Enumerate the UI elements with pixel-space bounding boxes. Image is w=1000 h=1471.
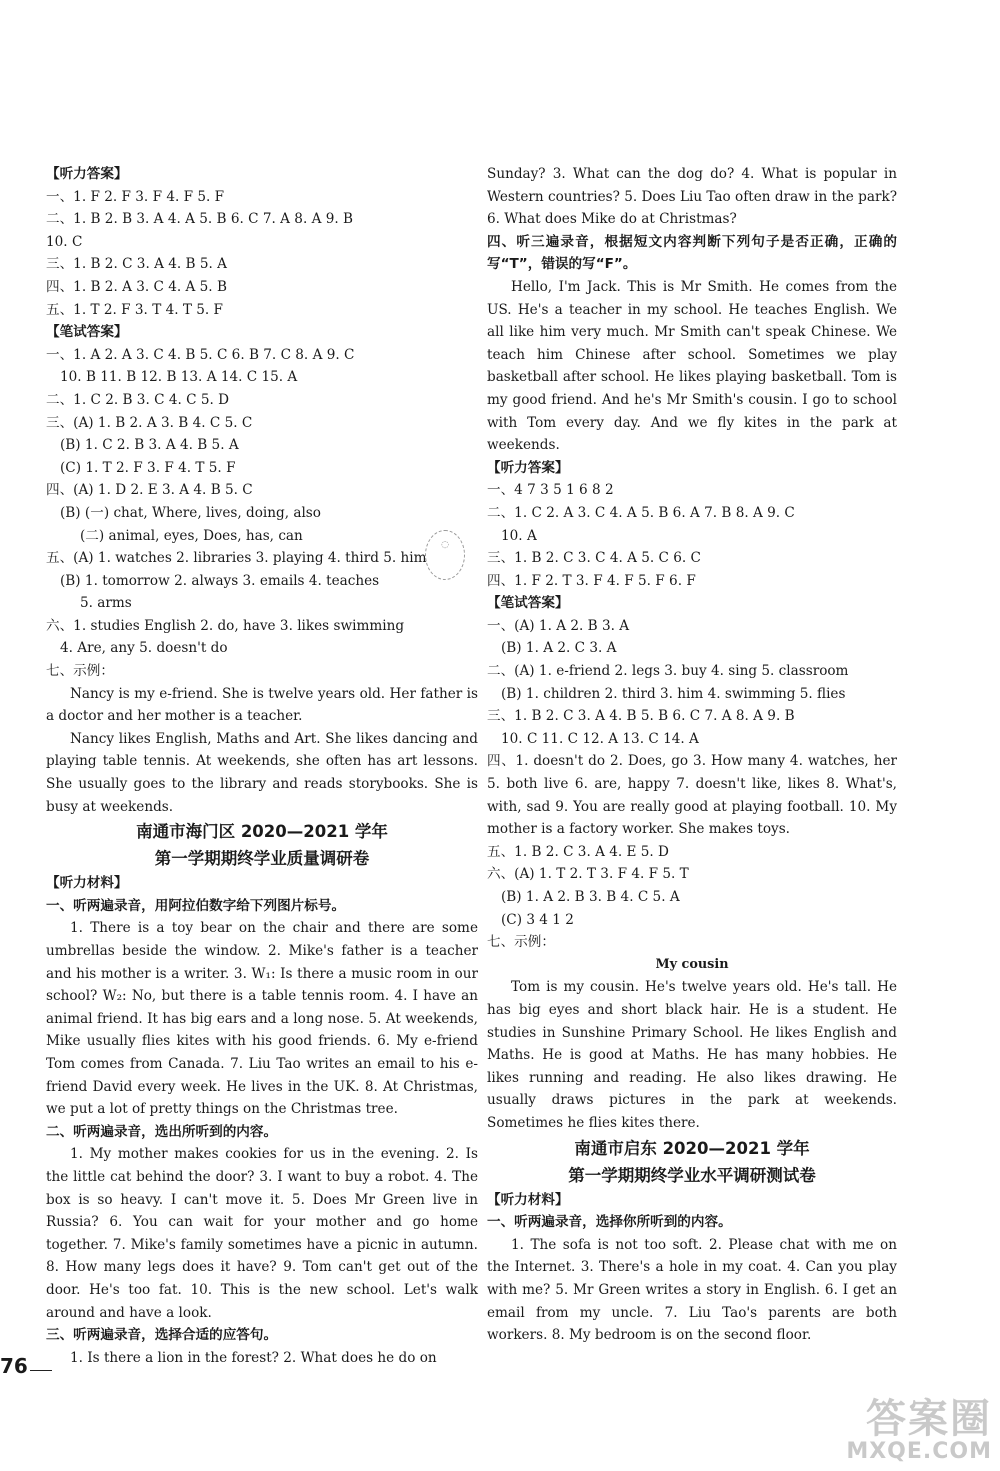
answer-line: (B) 1. tomorrow 2. always 3. emails 4. teaches <box>60 572 380 589</box>
listening-text: 1. Is there a lion in the forest? 2. What does he do on <box>70 1349 437 1366</box>
answer-line: (B) 1. C 2. B 3. A 4. B 5. A <box>60 437 239 454</box>
question-heading: 一、听两遍录音，选择你所听到的内容。 <box>487 1214 732 1231</box>
answer-line: 二、1. B 2. B 3. A 4. A 5. B 6. C 7. A 8. A 9. B <box>46 211 354 228</box>
section-heading: 【听力材料】 <box>46 875 128 892</box>
answer-line: 三、(A) 1. B 2. A 3. B 4. C 5. C <box>46 414 253 431</box>
answer-line: 5. arms <box>80 595 132 612</box>
answer-line: (B) (一) chat, Where, lives, doing, also <box>60 504 321 521</box>
answer-line: 二、1. C 2. A 3. C 4. A 5. B 6. A 7. B 8. A 9. C <box>487 504 795 521</box>
exam-subtitle: 第一学期期终学业质量调研卷 <box>154 849 370 869</box>
answer-line: 10. A <box>501 527 537 544</box>
section-heading: 【听力答案】 <box>487 459 569 476</box>
listening-passage: Hello, I'm Jack. This is Mr Smith. He comes from the US. He's a teacher in my school. He teaches English. We all like him very much. Mr Smith can't speak Chinese. We teach him Chinese after school. Sometimes we play basketball after school. He likes playing basketball. Tom is my good friend. And he's Mr Smith's cousin. I go to school with Tom every day. And we fly kites in the park at weekends. <box>487 278 897 454</box>
listening-text: 1. The sofa is not too soft. 2. Please chat with me on the Internet. 3. There's a hole in my coat. 4. Can you play with me? 5. Mr Green writes a story in English. 6. I get an email from my uncle. 7. Liu Tao's parents are both workers. 8. My bedroom is on the second floor. <box>487 1236 897 1344</box>
answer-line: 五、1. B 2. C 3. A 4. E 5. D <box>487 843 669 860</box>
question-heading: 二、听两遍录音，选出所听到的内容。 <box>46 1123 278 1140</box>
seal-stamp-icon: ◌ <box>425 530 465 580</box>
answer-line: (B) 1. children 2. third 3. him 4. swimming 5. flies <box>501 685 846 702</box>
section-heading: 【听力答案】 <box>46 166 128 182</box>
page-number: 76 <box>0 1354 28 1378</box>
answer-line: 三、1. B 2. C 3. A 4. B 5. B 6. C 7. A 8. A 9. B <box>487 708 795 725</box>
section-heading: 【笔试答案】 <box>46 324 128 341</box>
answer-line: 4. Are, any 5. doesn't do <box>60 640 228 657</box>
essay-paragraph: Nancy is my e-friend. She is twelve years old. Her father is a doctor and her mother is a teacher. <box>46 685 478 725</box>
answer-paragraph: 四、1. doesn't do 2. Does, go 3. How many 4. watches, her 5. both live 6. are, happy 7. doesn't like, likes 8. What's, with, sad 9. You are really good at playing football. 10. My mother is a factory worker. She makes toys. <box>487 753 897 838</box>
answer-line: 10. B 11. B 12. B 13. A 14. C 15. A <box>60 369 298 386</box>
question-heading: 四、听三遍录音，根据短文内容判断下列句子是否正确，正确的写“T”，错误的写“F”。 <box>487 233 897 273</box>
answer-line: 七、示例： <box>46 663 114 680</box>
left-column <box>46 163 478 1369</box>
essay-paragraph: Nancy likes English, Maths and Art. She likes dancing and playing table tennis. At weekends, she often has art lessons. She usually goes to the library and reads storybooks. She is busy at weekends. <box>46 730 478 815</box>
essay-paragraph: Tom is my cousin. He's twelve years old. He's tall. He has big eyes and short black hair. He is a student. He studies in Sunshine Primary School. He likes English and Maths. He is good at Maths. He has many hobbies. He likes running and reading. He also likes drawing. He usually draws pictures in the park at weekends. Sometimes he flies kites there. <box>487 979 897 1131</box>
essay-title: My cousin <box>655 956 729 972</box>
answer-line: 一、1. F 2. F 3. F 4. F 5. F <box>46 188 225 205</box>
listening-text: Sunday? 3. What can the dog do? 4. What is popular in Western countries? 5. Does Liu Tao often draw in the park? 6. What does Mike do at Christmas? <box>487 166 897 228</box>
answer-line: (B) 1. A 2. C 3. A <box>501 640 617 657</box>
question-heading: 一、听两遍录音，用阿拉伯数字给下列图片标号。 <box>46 897 346 914</box>
answer-line: 一、(A) 1. A 2. B 3. A <box>487 617 630 634</box>
answer-line: 10. C <box>46 233 83 250</box>
exam-subtitle: 第一学期期终学业水平调研测试卷 <box>568 1165 816 1185</box>
answer-line: 三、1. B 2. C 3. C 4. A 5. C 6. C <box>487 550 701 567</box>
answer-line: (二) animal, eyes, Does, has, can <box>80 527 303 544</box>
answer-line: 10. C 11. C 12. A 13. C 14. A <box>501 730 699 747</box>
answer-line: 一、1. A 2. A 3. C 4. B 5. C 6. B 7. C 8. A 9. C <box>46 346 355 363</box>
page-number-rule <box>30 1370 52 1371</box>
listening-text: 1. My mother makes cookies for us in the evening. 2. Is the little cat behind the door? 3. I want to buy a robot. 4. The box is so heavy. I can't move it. 5. Does Mr Green live in Russia? 6. You can wait for your mother and go home together. 7. Mike's family sometimes have a picnic in autumn. 8. How many legs does it have? 9. Tom can't get out of the door. He's too fat. 10. This is the new school. Let's walk around and have a look. <box>46 1146 478 1321</box>
watermark-logo: 答案圈 <box>866 1395 992 1442</box>
answer-line: 五、1. T 2. F 3. T 4. T 5. F <box>46 301 223 318</box>
listening-text: 1. There is a toy bear on the chair and there are some umbrellas beside the window. 2. Mike's father is a teacher and his mother is a writer. 3. W₁: Is there a music room in our school? W₂: No, but there is a table tennis room. 4. I have an animal friend. It has big ears and a long nose. 5. At weekends, Mike usually flies kites with his good friends. 6. My e-friend Tom comes from Canada. 7. Liu Tao writes an email to his e-friend David every week. He lives in the UK. 8. At Christmas, we put a lot of pretty things on the Christmas tree. <box>46 920 478 1118</box>
answer-line: 二、1. C 2. B 3. C 4. C 5. D <box>46 391 230 408</box>
exam-title: 南通市启东 2020—2021 学年 <box>574 1138 810 1158</box>
section-heading: 【听力材料】 <box>487 1191 569 1208</box>
watermark-url: MXQE.COM <box>846 1438 992 1464</box>
section-heading: 【笔试答案】 <box>487 595 569 612</box>
answer-line: 六、1. studies English 2. do, have 3. likes swimming <box>46 617 405 634</box>
answer-line: 七、示例： <box>487 934 555 951</box>
answer-line: (C) 1. T 2. F 3. F 4. T 5. F <box>60 459 236 476</box>
right-column <box>487 163 897 1347</box>
exam-title: 南通市海门区 2020—2021 学年 <box>136 822 388 842</box>
answer-line: 二、(A) 1. e-friend 2. legs 3. buy 4. sing 5. classroom <box>487 663 849 680</box>
answer-line: (B) 1. A 2. B 3. B 4. C 5. A <box>501 889 680 905</box>
question-heading: 三、听两遍录音，选择合适的应答句。 <box>46 1327 278 1344</box>
answer-line: 四、(A) 1. D 2. E 3. A 4. B 5. C <box>46 482 253 499</box>
answer-line: 四、1. F 2. T 3. F 4. F 5. F 6. F <box>487 572 696 589</box>
answer-line: 六、(A) 1. T 2. T 3. F 4. F 5. T <box>487 866 689 883</box>
answer-line: 三、1. B 2. C 3. A 4. B 5. A <box>46 256 227 273</box>
watermark <box>846 1395 992 1464</box>
answer-line: 一、4 7 3 5 1 6 8 2 <box>487 482 614 499</box>
answer-line: 五、(A) 1. watches 2. libraries 3. playing 4. third 5. him <box>46 550 427 567</box>
answer-line: 四、1. B 2. A 3. C 4. A 5. B <box>46 278 227 295</box>
answer-line: (C) 3 4 1 2 <box>501 911 574 928</box>
